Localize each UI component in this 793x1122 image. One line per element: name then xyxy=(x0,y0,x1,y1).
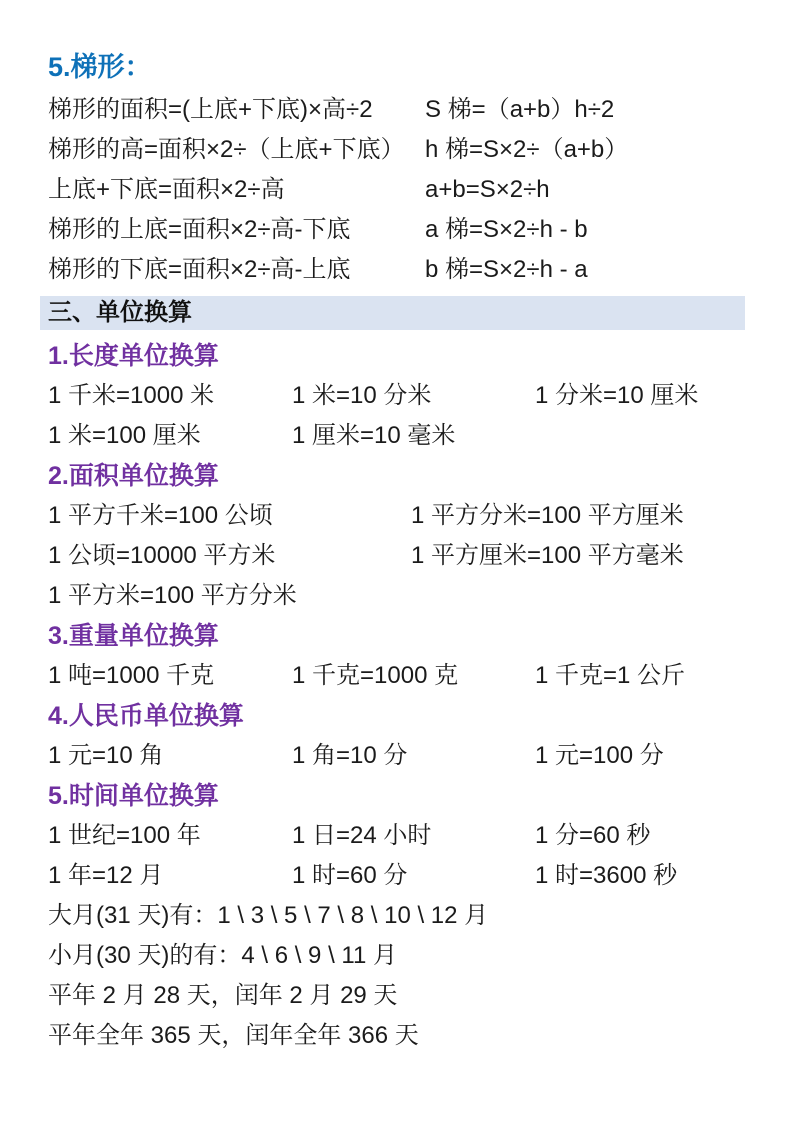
conversion-cell: 1 米=100 厘米 xyxy=(48,422,201,449)
formula-row xyxy=(48,90,748,130)
conversion-cell: 1 元=100 分 xyxy=(535,742,664,769)
conversion-row xyxy=(48,576,748,616)
conversion-cell: 1 时=60 分 xyxy=(292,862,408,889)
formula-symbolic: b 梯=S×2÷h - a xyxy=(425,256,588,283)
conversion-cell: 1 元=10 角 xyxy=(48,742,164,769)
formula-chinese: 梯形的面积=(上底+下底)×高÷2 xyxy=(48,96,373,123)
conversion-cell: 1 世纪=100 年 xyxy=(48,822,201,849)
conversion-row xyxy=(48,816,748,856)
conversion-row xyxy=(48,536,748,576)
conversion-cell: 1 米=10 分米 xyxy=(292,382,432,409)
weight-subsection-title: 3.重量单位换算 xyxy=(48,622,219,650)
conversion-cell: 1 吨=1000 千克 xyxy=(48,662,215,689)
formula-symbolic: h 梯=S×2÷（a+b） xyxy=(425,136,629,163)
formula-chinese: 上底+下底=面积×2÷高 xyxy=(48,176,285,203)
formula-symbolic: a+b=S×2÷h xyxy=(425,176,550,203)
length-subsection-title: 1.长度单位换算 xyxy=(48,342,219,370)
formula-chinese: 梯形的高=面积×2÷（上底+下底） xyxy=(48,136,405,163)
formula-chinese: 梯形的下底=面积×2÷高-上底 xyxy=(48,256,351,283)
conversion-row xyxy=(48,656,748,696)
note-big-months: 大月(31 天)有：1 \ 3 \ 5 \ 7 \ 8 \ 10 \ 12 月 xyxy=(48,902,489,929)
formula-row xyxy=(48,210,748,250)
conversion-cell: 1 平方厘米=100 平方毫米 xyxy=(411,542,684,569)
note-year-days: 平年全年 365 天，闰年全年 366 天 xyxy=(48,1022,419,1049)
conversion-row xyxy=(48,376,748,416)
note-small-months: 小月(30 天)的有：4 \ 6 \ 9 \ 11 月 xyxy=(48,942,397,969)
conversion-cell: 1 平方千米=100 公顷 xyxy=(48,502,273,529)
conversion-cell: 1 角=10 分 xyxy=(292,742,408,769)
area-subsection-title: 2.面积单位换算 xyxy=(48,462,219,490)
trapezoid-section-title: 5.梯形： xyxy=(48,52,152,82)
conversion-row xyxy=(48,856,748,896)
formula-row xyxy=(48,170,748,210)
unit-conversion-section-header: 三、单位换算 xyxy=(40,296,745,330)
conversion-cell: 1 日=24 小时 xyxy=(292,822,432,849)
formula-symbolic: S 梯=（a+b）h÷2 xyxy=(425,96,615,123)
conversion-cell: 1 年=12 月 xyxy=(48,862,164,889)
conversion-cell: 1 千克=1 公斤 xyxy=(535,662,686,689)
conversion-cell: 1 分米=10 厘米 xyxy=(535,382,699,409)
note-february-days: 平年 2 月 28 天，闰年 2 月 29 天 xyxy=(48,982,398,1009)
conversion-row xyxy=(48,736,748,776)
conversion-cell: 1 平方分米=100 平方厘米 xyxy=(411,502,684,529)
formula-symbolic: a 梯=S×2÷h - b xyxy=(425,216,588,243)
money-subsection-title: 4.人民币单位换算 xyxy=(48,702,244,730)
formula-row xyxy=(48,130,748,170)
conversion-cell xyxy=(535,416,748,456)
conversion-cell: 1 千克=1000 克 xyxy=(292,662,459,689)
conversion-cell: 1 公顷=10000 平方米 xyxy=(48,542,276,569)
conversion-cell: 1 厘米=10 毫米 xyxy=(292,422,456,449)
formula-row xyxy=(48,250,748,290)
conversion-row xyxy=(48,496,748,536)
conversion-cell: 1 分=60 秒 xyxy=(535,822,651,849)
conversion-cell: 1 平方米=100 平方分米 xyxy=(48,582,297,609)
conversion-cell: 1 时=3600 秒 xyxy=(535,862,678,889)
time-subsection-title: 5.时间单位换算 xyxy=(48,782,219,810)
conversion-row xyxy=(48,416,748,456)
conversion-cell xyxy=(411,576,748,616)
conversion-cell: 1 千米=1000 米 xyxy=(48,382,215,409)
formula-chinese: 梯形的上底=面积×2÷高-下底 xyxy=(48,216,351,243)
